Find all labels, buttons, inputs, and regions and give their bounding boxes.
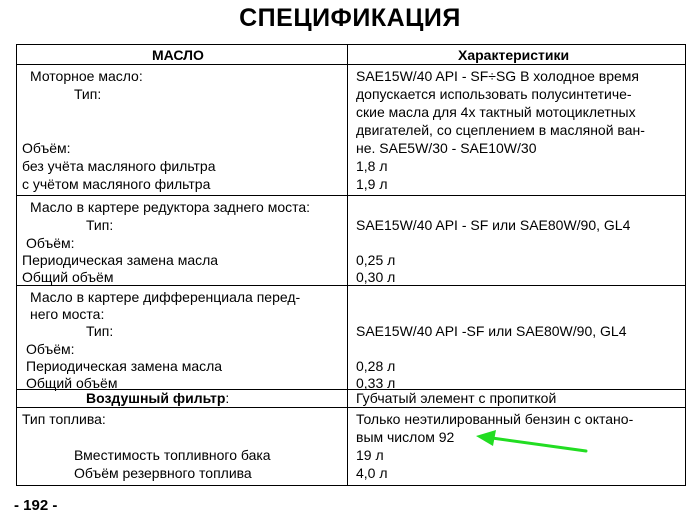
engine-type-line-5: не. SAE5W/30 - SAE10W/30 xyxy=(356,140,537,156)
fuel-type-value-line-2: вым числом 92 xyxy=(356,429,455,445)
air-filter-label-colon: : xyxy=(225,390,230,406)
engine-type-line-3: ские масла для 4х тактный мотоциклетных xyxy=(356,104,636,120)
fuel-reserve-value: 4,0 л xyxy=(356,465,388,481)
front-diff-periodic-label: Периодическая замена масла xyxy=(26,358,223,374)
front-diff-volume-label: Объём: xyxy=(26,341,75,357)
fuel-tank-value: 19 л xyxy=(356,447,384,463)
rear-axle-total-value: 0,30 л xyxy=(356,269,396,285)
rear-axle-label: Масло в картере редуктора заднего моста: xyxy=(30,199,311,215)
fuel-reserve-label: Объём резервного топлива xyxy=(74,465,252,481)
engine-with-filter-value: 1,9 л xyxy=(356,176,388,192)
front-diff-type-label: Тип: xyxy=(86,323,114,339)
rear-axle-periodic-value: 0,25 л xyxy=(356,252,396,268)
engine-type-line-1: SAE15W/40 API - SF÷SG В холодное время xyxy=(356,68,640,84)
fuel-type-label: Тип топлива: xyxy=(22,411,106,427)
rear-axle-volume-label: Объём: xyxy=(26,235,75,251)
air-filter-value: Губчатый элемент с пропиткой xyxy=(356,390,557,406)
fuel-type-value-line-1: Только неэтилированный бензин с октано- xyxy=(356,411,634,427)
engine-type-label: Тип: xyxy=(74,86,102,102)
engine-volume-label: Объём: xyxy=(22,140,71,156)
page-title: СПЕЦИФИКАЦИЯ xyxy=(239,4,461,32)
front-diff-label-line-1: Масло в картере дифференциала перед- xyxy=(30,289,301,305)
air-filter-label-text: Воздушный фильтр xyxy=(86,390,226,406)
front-diff-total-value: 0,33 л xyxy=(356,375,396,391)
rear-axle-total-label: Общий объём xyxy=(22,269,114,285)
header-characteristics: Характеристики xyxy=(458,47,570,63)
rear-axle-periodic-label: Периодическая замена масла xyxy=(22,252,219,268)
front-diff-periodic-value: 0,28 л xyxy=(356,358,396,374)
engine-without-filter-label: без учёта масляного фильтра xyxy=(22,158,216,174)
page-number: - 192 - xyxy=(14,497,58,514)
front-diff-type-value: SAE15W/40 API -SF или SAE80W/90, GL4 xyxy=(356,323,627,339)
rear-axle-type-value: SAE15W/40 API - SF или SAE80W/90, GL4 xyxy=(356,217,631,233)
rear-axle-type-label: Тип: xyxy=(86,217,114,233)
front-diff-label-line-2: него моста: xyxy=(30,306,105,322)
front-diff-total-label: Общий объём xyxy=(26,375,118,391)
header-oil: МАСЛО xyxy=(152,47,204,63)
engine-type-line-2: допускается использовать полусинтетиче- xyxy=(356,86,632,102)
engine-with-filter-label: с учётом масляного фильтра xyxy=(22,176,211,192)
engine-without-filter-value: 1,8 л xyxy=(356,158,388,174)
engine-oil-label: Моторное масло: xyxy=(30,68,143,84)
engine-type-line-4: двигателей, со сцеплением в масляной ван- xyxy=(356,122,645,138)
fuel-tank-label: Вместимость топливного бака xyxy=(74,447,271,463)
